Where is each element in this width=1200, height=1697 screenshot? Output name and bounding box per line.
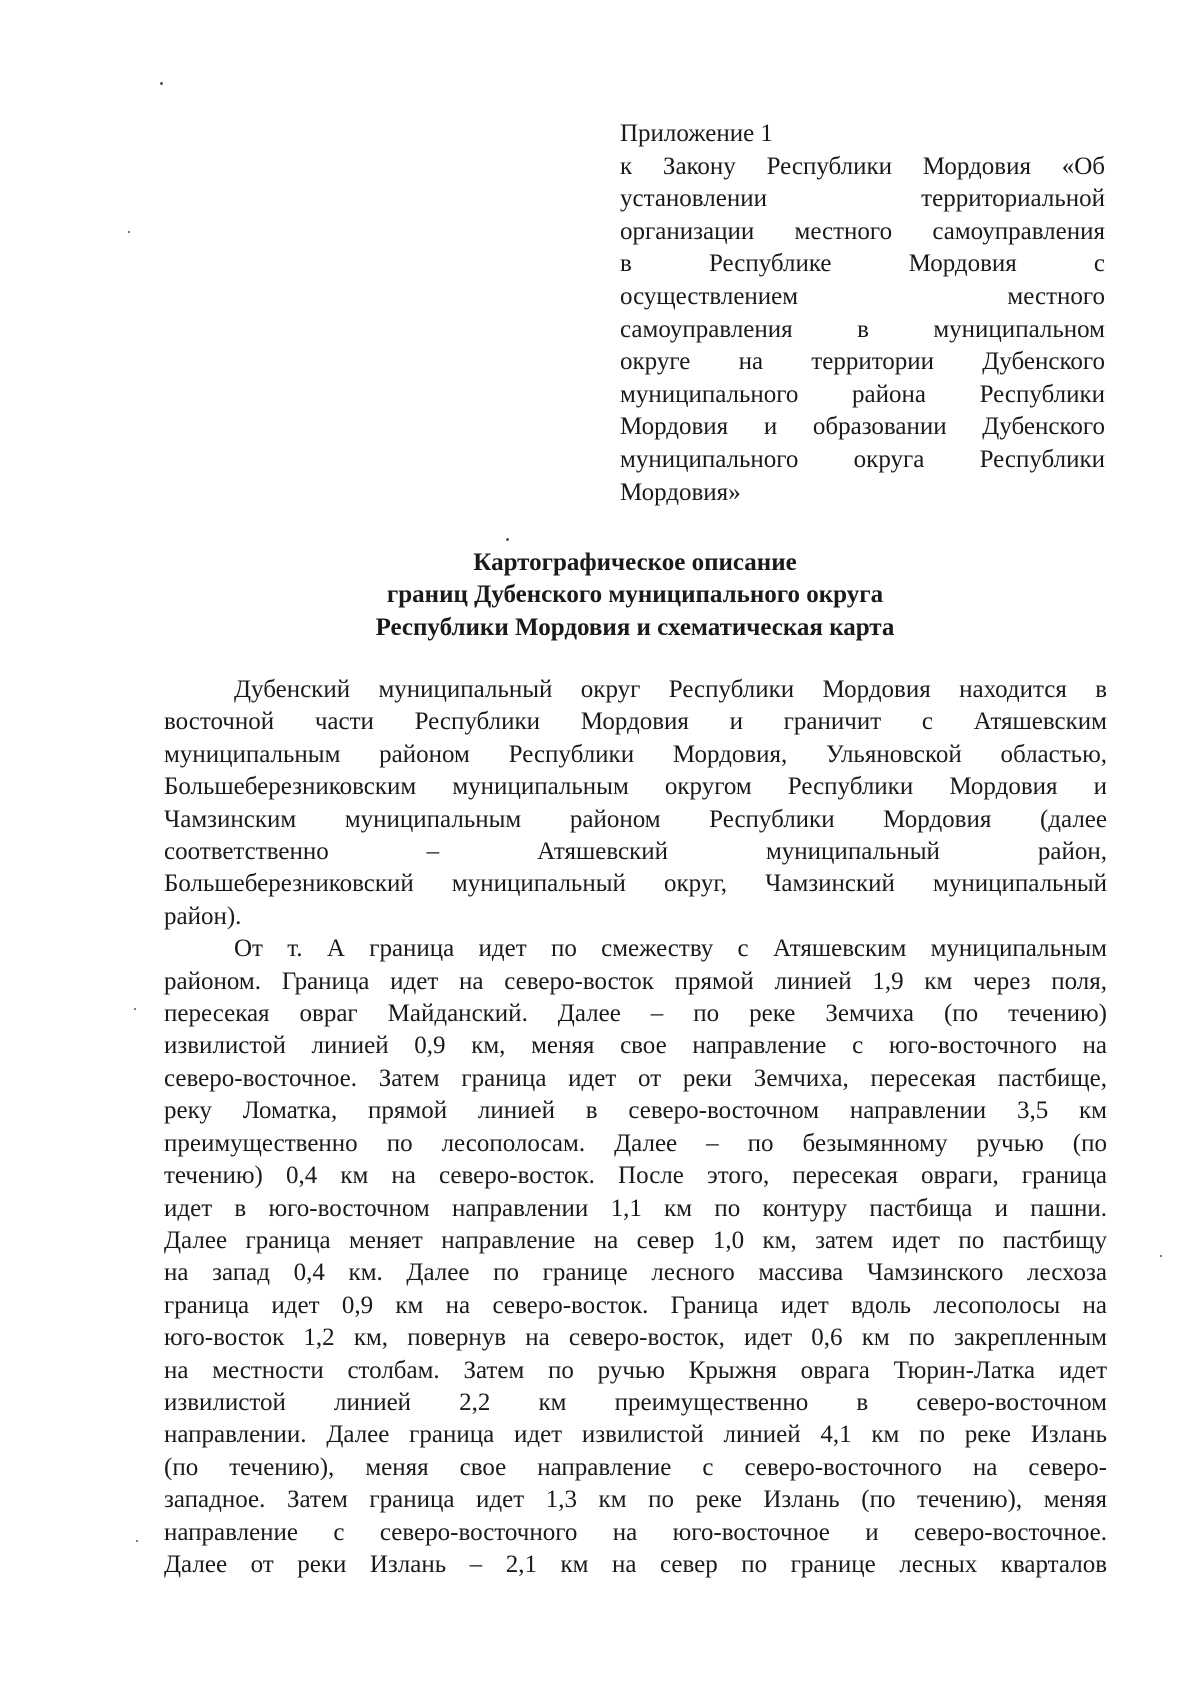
appendix-line: Мордовия» (620, 478, 741, 506)
body-line: (по течению), меняя свое направление с северо-восточного на северо- (164, 1453, 1107, 1481)
body-line: От т. А граница идет по смежеству с Атяшевским муниципальным (234, 935, 1107, 963)
body-line: Дубенский муниципальный округ Республики Мордовия находится в (234, 676, 1107, 703)
body-line: Большеберезниковский муниципальный округ, Чамзинский муниципальный (164, 870, 1107, 898)
appendix-line: муниципального района Республики (620, 380, 1105, 408)
appendix-line: Мордовия и образовании Дубенского (620, 413, 1105, 441)
scan-speck (136, 1540, 138, 1542)
scan-speck (506, 538, 509, 541)
appendix-line: муниципального округа Республики (620, 445, 1105, 473)
appendix-line: Приложение 1 (620, 120, 773, 147)
title-line: границ Дубенского муниципального округа (386, 581, 884, 609)
document-body (164, 674, 1107, 1581)
body-line: извилистой линией 2,2 км преимущественно в северо-восточном (164, 1388, 1107, 1416)
body-line: район). (164, 902, 242, 930)
body-line: районом. Граница идет на северо-восток прямой линией 1,9 км через поля, (164, 967, 1107, 995)
appendix-line: в Республике Мордовия с (620, 250, 1105, 278)
title-line: Республики Мордовия и схематическая карта (375, 613, 895, 641)
body-line: направление с северо-восточного на юго-восточное и северо-восточное. (164, 1518, 1107, 1546)
body-line: Большеберезниковским муниципальным округом Республики Мордовия и (164, 773, 1107, 801)
appendix-line: осуществлением местного (620, 282, 1105, 310)
scan-speck (128, 231, 130, 233)
body-line: извилистой линией 0,9 км, меняя свое направление с юго-восточного на (164, 1032, 1107, 1060)
body-line: реку Ломатка, прямой линией в северо-восточном направлении 3,5 км (164, 1097, 1107, 1125)
body-line: течению) 0,4 км на северо-восток. После этого, пересекая овраги, граница (164, 1162, 1107, 1190)
appendix-line: к Закону Республики Мордовия «Об (620, 152, 1105, 180)
body-line: граница идет 0,9 км на северо-восток. Граница идет вдоль лесополосы на (164, 1291, 1107, 1319)
body-line: Далее граница меняет направление на север 1,0 км, затем идет по пастбищу (164, 1226, 1107, 1254)
body-line: идет в юго-восточном направлении 1,1 км по контуру пастбища и пашни. (164, 1194, 1107, 1222)
body-line: западное. Затем граница идет 1,3 км по реке Излань (по течению), меняя (164, 1486, 1107, 1514)
scan-speck (160, 82, 163, 85)
body-line: пересекая овраг Майданский. Далее – по реке Земчиха (по течению) (164, 1000, 1107, 1028)
body-line: юго-восток 1,2 км, повернув на северо-восток, идет 0,6 км по закрепленным (164, 1324, 1107, 1352)
body-line: направлении. Далее граница идет извилистой линией 4,1 км по реке Излань (164, 1421, 1107, 1449)
document-title (240, 547, 1030, 644)
body-line: Далее от реки Излань – 2,1 км на север по границе лесных кварталов (164, 1550, 1107, 1578)
body-line: восточной части Республики Мордовия и граничит с Атяшевским (164, 708, 1107, 736)
appendix-line: самоуправления в муниципальном (620, 315, 1105, 343)
body-line: муниципальным районом Республики Мордовия, Ульяновской областью, (164, 740, 1107, 768)
appendix-header (620, 118, 1105, 509)
scan-speck (1160, 1255, 1162, 1257)
body-line: Чамзинским муниципальным районом Республики Мордовия (далее (164, 805, 1107, 833)
body-line: северо-восточное. Затем граница идет от реки Земчиха, пересекая пастбище, (164, 1064, 1107, 1092)
appendix-line: округе на территории Дубенского (620, 348, 1105, 376)
title-line: Картографическое описание (473, 549, 797, 576)
scan-speck (134, 1008, 136, 1010)
body-line: на местности столбам. Затем по ручью Крыжня оврага Тюрин-Латка идет (164, 1356, 1107, 1384)
appendix-line: организации местного самоуправления (620, 217, 1105, 245)
body-line: соответственно – Атяшевский муниципальный район, (164, 838, 1107, 866)
body-line: на запад 0,4 км. Далее по границе лесного массива Чамзинского лесхоза (164, 1259, 1107, 1287)
appendix-line: установлении территориальной (620, 185, 1105, 213)
body-line: преимущественно по лесополосам. Далее – по безымянному ручью (по (164, 1129, 1107, 1157)
